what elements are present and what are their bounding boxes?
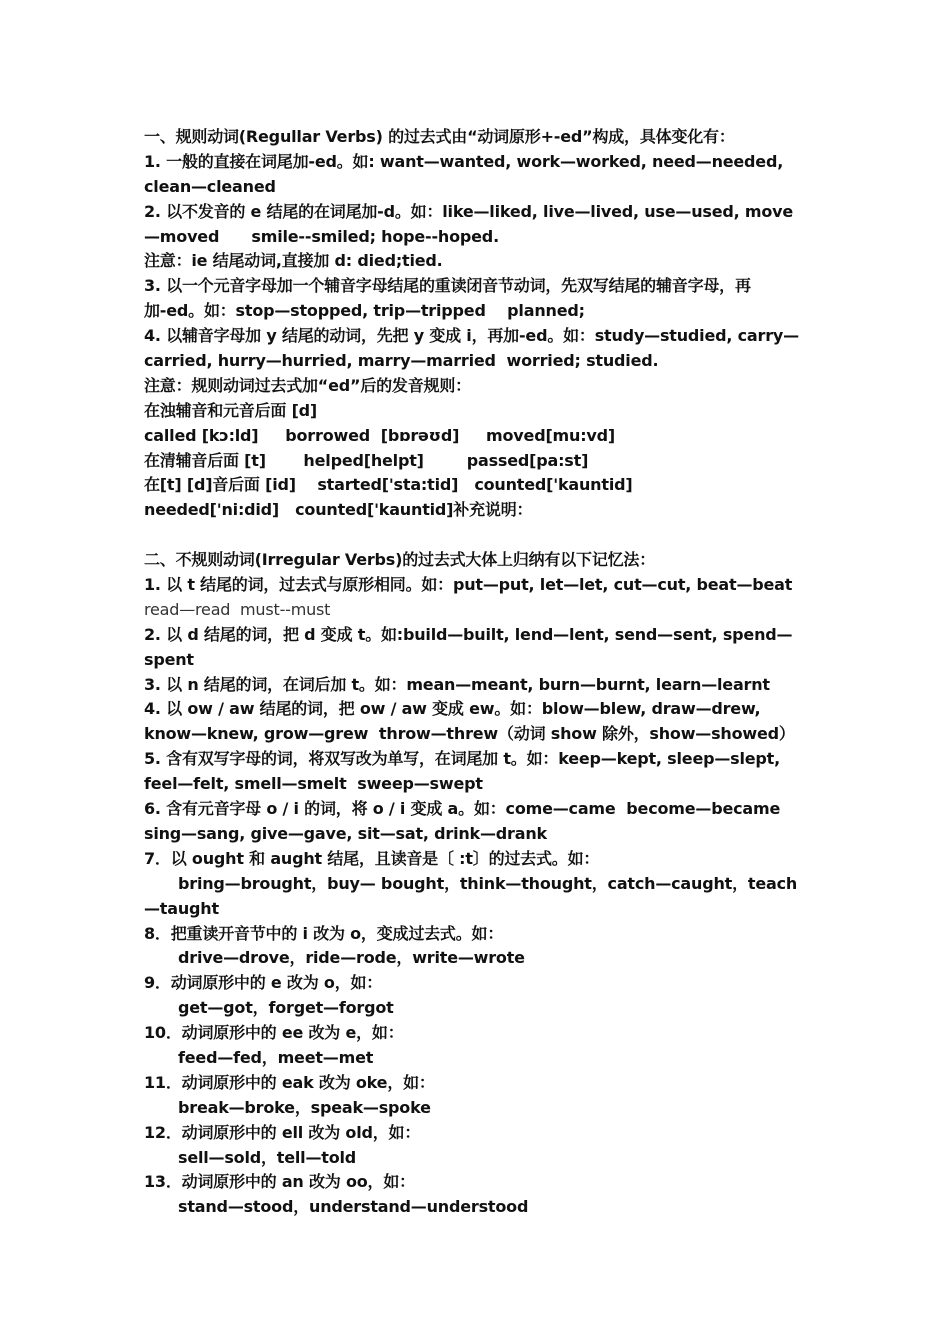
section-heading: 一、规则动词(Regullar Verbs) 的过去式由“动词原形+-ed”构成，具体变化有： [144,127,735,146]
text-line: 9．动词原形中的 e 改为 o，如： [144,973,383,993]
pronunciation-line: 在[t] [d]音后面 [id] started['sta:tid] counted['kauntid] [144,475,633,495]
example-line: break—broke，speak—spoke [178,1097,431,1117]
text-line: 加-ed。如：stop—stopped, trip—tripped planned; [144,301,585,321]
text-line: feel—felt, smell—smelt sweep—swept [144,774,483,794]
pronunciation-line: 在清辅音后面 [t] helped[helpt] passed[pa:st] [144,450,589,470]
regular-verbs-section [144,125,804,523]
pronunciation-line: called [kɔ:ld] borrowed [bɒrəʊd] moved[mu:vd] [144,425,616,445]
example-line: sell—sold，tell—told [178,1147,357,1167]
example-line: feed—fed，meet—met [178,1047,374,1067]
text-line: 2. 以不发音的 e 结尾的在词尾加-d。如：like—liked, live—lived, use—used, move [144,201,794,221]
text-line: —moved smile--smiled; hope--hoped. [144,226,499,246]
text-line: 5. 含有双写字母的词，将双写改为单写，在词尾加 t。如：keep—kept, sleep—slept, [144,749,780,769]
text-line: 7．以 ought 和 aught 结尾，且读音是〔 :t〕的过去式。如： [144,848,600,868]
text-line: know—knew, grow—grew throw—threw（动词 show 除外，show—showed） [144,724,795,744]
example-line: bring—brought，buy— bought，think—thought，catch—caught，teach [178,873,798,893]
text-line: 1. 一般的直接在词尾加-ed。如: want—wanted, work—worked, need—needed, [144,151,784,171]
text-line: 3. 以一个元音字母加一个辅音字母结尾的重读闭音节动词，先双写结尾的辅音字母，再 [144,276,751,296]
text-line: 4. 以辅音字母加 y 结尾的动词，先把 y 变成 i，再加-ed。如：study—studied, carry— [144,326,799,346]
note-line: 注意：规则动词过去式加“ed”后的发音规则： [144,375,471,395]
text-line: 12．动词原形中的 ell 改为 old，如： [144,1122,421,1142]
text-line: 4. 以 ow / aw 结尾的词，把 ow / aw 变成 ew。如：blow—blew, draw—drew, [144,699,761,719]
example-line: drive—drove，ride—rode，write—wrote [178,948,525,968]
text-line: spent [144,649,194,669]
note-line: 注意：ie 结尾动词,直接加 d: died;tied. [144,251,443,271]
text-line: 3. 以 n 结尾的词，在词后加 t。如：mean—meant, burn—burnt, learn—learnt [144,674,770,694]
text-line: clean—cleaned [144,176,276,196]
text-line: 13．动词原形中的 an 改为 oo，如： [144,1172,415,1192]
text-line: read—read must--must [144,599,331,619]
text-line: 1. 以 t 结尾的词，过去式与原形相同。如：put—put, let—let, cut—cut, beat—beat [144,575,793,595]
text-line: 11．动词原形中的 eak 改为 oke，如： [144,1072,435,1092]
example-line: stand—stood，understand—understood [178,1197,529,1217]
text-line: 2. 以 d 结尾的词，把 d 变成 t。如:build—built, lend—lent, send—sent, spend— [144,624,793,644]
text-line: 6. 含有元音字母 o / i 的词，将 o / i 变成 a。如：come—came become—became [144,799,781,819]
pronunciation-line: 在浊辅音和元音后面 [d] [144,400,318,420]
irregular-verbs-section [144,548,804,1220]
text-line: —taught [144,898,219,918]
text-line: 8．把重读开音节中的 i 改为 o，变成过去式。如： [144,923,504,943]
section-heading: 二、不规则动词(Irregular Verbs)的过去式大体上归纳有以下记忆法： [144,550,656,570]
example-line: get—got，forget—forgot [178,998,394,1018]
text-line: sing—sang, give—gave, sit—sat, drink—drank [144,823,547,843]
text-line: 10．动词原形中的 ee 改为 e，如： [144,1023,404,1043]
text-line: carried, hurry—hurried, marry—married worried; studied. [144,351,659,371]
pronunciation-line: needed['ni:did] counted['kauntid]补充说明： [144,500,533,520]
document-body [144,125,804,1220]
section-spacer [144,523,804,548]
